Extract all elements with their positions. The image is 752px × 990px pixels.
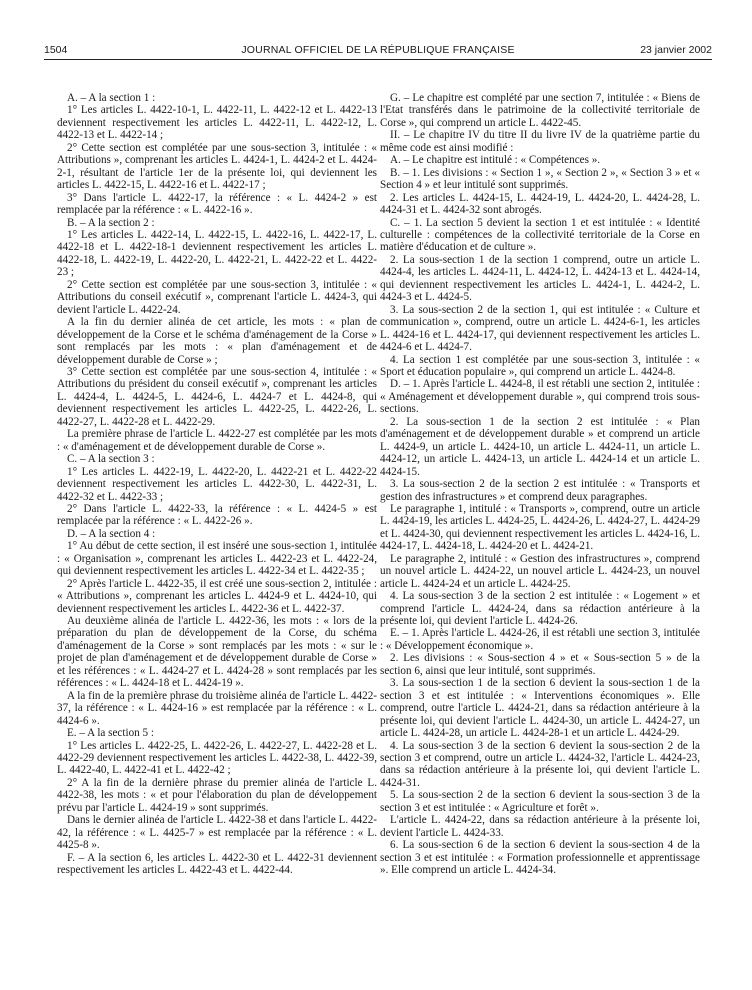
paragraph: 2° Cette section est complétée par une sous-section 3, intitulée : « Attributions du conseil exécutif », comprenant l'article L. 4424-3, qui devient l'article L. 4422-24. xyxy=(57,278,377,316)
paragraph: 3° Cette section est complétée par une sous-section 4, intitulée : « Attributions du président du conseil exécutif », comprenant les articles L. 4424-4, L. 4424-5, L. 4424-6, L. 4424-7 et L. 4424-8, qui deviennent respectivement les articles L. 4422-25, L. 4422-26, L. 4422-27, L. 4422-28 et L. 4422-29. xyxy=(57,365,377,428)
paragraph: F. – A la section 6, les articles L. 4422-30 et L. 4422-31 deviennent respectivement les articles L. 4422-43 et L. 4422-44. xyxy=(57,851,377,877)
header-rule xyxy=(44,59,712,60)
paragraph: 2. La sous-section 1 de la section 2 est intitulée : « Plan d'aménagement et de développement durable » et comprend un article L. 4424-9, un article L. 4424-10, un article L. 4424-11, un article L. 4424-12, un article L. 4424-13, un article L. 4424-14 et un article L. 4424-15. xyxy=(380,415,700,478)
paragraph: A la fin du dernier alinéa de cet article, les mots : « plan de développement de la Corse et le schéma d'aménagement de la Corse » sont remplacés par les mots : « plan d'aménagement et de développement durable de Corse » ; xyxy=(57,316,377,366)
paragraph: Le paragraphe 1, intitulé : « Transports », comprend, outre un article L. 4424-19, les articles L. 4424-25, L. 4424-26, L. 4424-27, L. 4424-29 et L. 4424-30, qui deviennent respectivement les articles L. 4424-16, L. 4424-17, L. 4424-18, L. 4424-20 et L. 4424-21. xyxy=(380,502,700,553)
paragraph: E. – 1. Après l'article L. 4424-26, il est rétabli une section 3, intitulée : « Développement économique ». xyxy=(380,627,700,652)
left-column xyxy=(57,92,377,877)
journal-title: JOURNAL OFFICIEL DE LA RÉPUBLIQUE FRANÇAISE xyxy=(241,44,515,56)
paragraph: 6. La sous-section 6 de la section 6 devient la sous-section 4 de la section 3 et est intitulée : « Formation professionnelle et apprentissage ». Elle comprend un article L. 4424-34. xyxy=(380,839,700,877)
page-number: 1504 xyxy=(44,44,68,56)
paragraph: 1° Au début de cette section, il est inséré une sous-section 1, intitulée : « Organisation », comprenant les articles L. 4422-23 et L. 4422-24, qui deviennent respectivement les articles L. 4422-34 et L. 4422-35 ; xyxy=(57,540,377,578)
paragraph: 1° Les articles L. 4422-10-1, L. 4422-11, L. 4422-12 et L. 4422-13 deviennent respectivement les articles L. 4422-11, L. 4422-12, L. 4422-13 et L. 4422-14 ; xyxy=(57,104,377,142)
page-header xyxy=(44,44,712,60)
paragraph: 2° Dans l'article L. 4422-33, la référence : « L. 4424-5 » est remplacée par la référence : « L. 4422-26 ». xyxy=(57,502,377,528)
paragraph: E. – A la section 5 : xyxy=(67,727,154,740)
paragraph: D. – A la section 4 : xyxy=(67,527,156,540)
paragraph: 3° Dans l'article L. 4422-17, la référence : « L. 4424-2 » est remplacée par la référence : « L. 4422-16 ». xyxy=(57,191,377,217)
paragraph: 1° Les articles L. 4422-25, L. 4422-26, L. 4422-27, L. 4422-28 et L. 4422-29 deviennent respectivement les articles L. 4422-38, L. 4422-39, L. 4422-40, L. 4422-41 et L. 4422-42 ; xyxy=(57,739,377,777)
paragraph: Dans le dernier alinéa de l'article L. 4422-38 et dans l'article L. 4422-42, la référence : « L. 4425-7 » est remplacée par la référence : « L. 4425-8 ». xyxy=(57,814,377,852)
paragraph: 3. La sous-section 2 de la section 2 est intitulée : « Transports et gestion des infrastructures » et comprend deux paragraphes. xyxy=(380,478,700,503)
paragraph: D. – 1. Après l'article L. 4424-8, il est rétabli une section 2, intitulée : « Aménagement et développement durable », qui comprend trois sous-sections. xyxy=(380,378,700,416)
paragraph: La première phrase de l'article L. 4422-27 est complétée par les mots : « d'aménagement et de développement durable de Corse ». xyxy=(57,428,377,453)
paragraph: L'article L. 4424-22, dans sa rédaction antérieure à la présente loi, devient l'article L. 4424-33. xyxy=(380,814,700,839)
paragraph: 2° A la fin de la dernière phrase du premier alinéa de l'article L. 4422-38, les mots : « et pour l'élaboration du plan de développement prévu par l'article L. 4424-19 » sont supprimés. xyxy=(57,776,377,814)
paragraph: 1° Les articles L. 4422-14, L. 4422-15, L. 4422-16, L. 4422-17, L. 4422-18 et L. 4422-18-1 deviennent respectivement les articles L. 4422-18, L. 4422-19, L. 4422-20, L. 4422-21, L. 4422-22 et L. 4422-23 ; xyxy=(57,228,377,279)
paragraph: 2° Après l'article L. 4422-35, il est créé une sous-section 2, intitulée : « Attributions », comprenant les articles L. 4424-9 et L. 4424-10, qui deviennent respectivement les articles L. 4422-36 et L. 4422-37. xyxy=(57,577,377,615)
paragraph: A. – A la section 1 : xyxy=(67,92,156,104)
paragraph: 1° Les articles L. 4422-19, L. 4422-20, L. 4422-21 et L. 4422-22 deviennent respectivement les articles L. 4422-30, L. 4422-31, L. 4422-32 et L. 4422-33 ; xyxy=(57,465,377,503)
paragraph: Le paragraphe 2, intitulé : « Gestion des infrastructures », comprend un nouvel article L. 4424-22, un nouvel article L. 4424-23, un nouvel article L. 4424-24 et un article L. 4424-25. xyxy=(380,552,700,590)
paragraph: 3. La sous-section 1 de la section 6 devient la sous-section 1 de la section 3 et est intitulée : « Interventions économiques ». Elle comprend, outre l'article L. 4424-21, dans sa rédaction antérieure à la présente loi, qui devient l'article L. 4424-30, un article L. 4424-27, un article L. 4424-28, un article L. 4424-28-1 et un article L. 4424-29. xyxy=(380,677,700,740)
paragraph: G. – Le chapitre est complété par une section 7, intitulée : « Biens de l'Etat transférés dans le patrimoine de la collectivité territoriale de Corse », qui comprend un article L. 4422-45. xyxy=(380,92,700,129)
paragraph: 4. La sous-section 3 de la section 6 devient la sous-section 2 de la section 3 et comprend, outre un article L. 4424-32, l'article L. 4424-23, dans sa rédaction antérieure à la présente loi, qui devient l'article L. 4424-31. xyxy=(380,739,700,789)
paragraph: 2° Cette section est complétée par une sous-section 3, intitulée : « Attributions », comprenant les articles L. 4424-1, L. 4424-2 et L. 4424-2-1, résultant de l'article 1er de la présente loi, qui deviennent les articles L. 4422-15, L. 4422-16 et L. 4422-17 ; xyxy=(57,141,377,192)
paragraph: 4. La sous-section 3 de la section 2 est intitulée : « Logement » et comprend l'article L. 4424-24, dans sa rédaction antérieure à la présente loi, qui devient l'article L. 4424-26. xyxy=(380,590,700,628)
issue-date: 23 janvier 2002 xyxy=(640,44,712,56)
paragraph: II. – Le chapitre IV du titre II du livre IV de la quatrième partie du même code est ainsi modifié : xyxy=(380,129,700,154)
right-column xyxy=(380,92,700,877)
paragraph: C. – A la section 3 : xyxy=(67,453,155,466)
paragraph: B. – 1. Les divisions : « Section 1 », « Section 2 », « Section 3 » et « Section 4 » et leur intitulé sont supprimés. xyxy=(380,166,700,192)
paragraph: 3. La sous-section 2 de la section 1, qui est intitulée : « Culture et communication », comprend, outre un article L. 4424-6-1, les articles L. 4424-16 et L. 4424-17, qui deviennent respectivement les articles L. 4424-6 et L. 4424-7. xyxy=(380,303,700,354)
paragraph: 4. La section 1 est complétée par une sous-section 3, intitulée : « Sport et éducation populaire », qui comprend un article L. 4424-8. xyxy=(380,353,700,378)
paragraph: A. – Le chapitre est intitulé : « Compétences ». xyxy=(390,154,601,167)
paragraph: B. – A la section 2 : xyxy=(67,216,155,229)
paragraph: Au deuxième alinéa de l'article L. 4422-36, les mots : « lors de la préparation du plan de développement de la Corse, du schéma d'aménagement de la Corse » sont remplacés par les mots : « sur le projet de plan d'aménagement et de développement durable de Corse » et les références : « L. 4424-27 et L. 4424-28 » sont remplacés par les références : « L. 4424-18 et L. 4424-19 ». xyxy=(57,615,377,690)
paragraph: C. – 1. La section 5 devient la section 1 et est intitulée : « Identité culturelle : compétences de la collectivité territoriale de la Corse en matière d'éducation et de culture ». xyxy=(380,216,700,254)
paragraph: 2. Les articles L. 4424-15, L. 4424-19, L. 4424-20, L. 4424-28, L. 4424-31 et L. 4424-32 sont abrogés. xyxy=(380,191,700,217)
paragraph: 5. La sous-section 2 de la section 6 devient la sous-section 3 de la section 3 et est intitulée : « Agriculture et forêt ». xyxy=(380,789,700,814)
paragraph: A la fin de la première phrase du troisième alinéa de l'article L. 4422-37, la référence : « L. 4424-16 » est remplacée par la référence : « L. 4424-6 ». xyxy=(57,689,377,727)
paragraph: 2. Les divisions : « Sous-section 4 » et « Sous-section 5 » de la section 6, ainsi que leur intitulé, sont supprimés. xyxy=(380,652,700,677)
paragraph: 2. La sous-section 1 de la section 1 comprend, outre un article L. 4424-4, les articles L. 4424-11, L. 4424-12, L. 4424-13 et L. 4424-14, qui deviennent respectivement les articles L. 4424-1, L. 4424-2, L. 4424-3 et L. 4424-5. xyxy=(380,253,700,304)
